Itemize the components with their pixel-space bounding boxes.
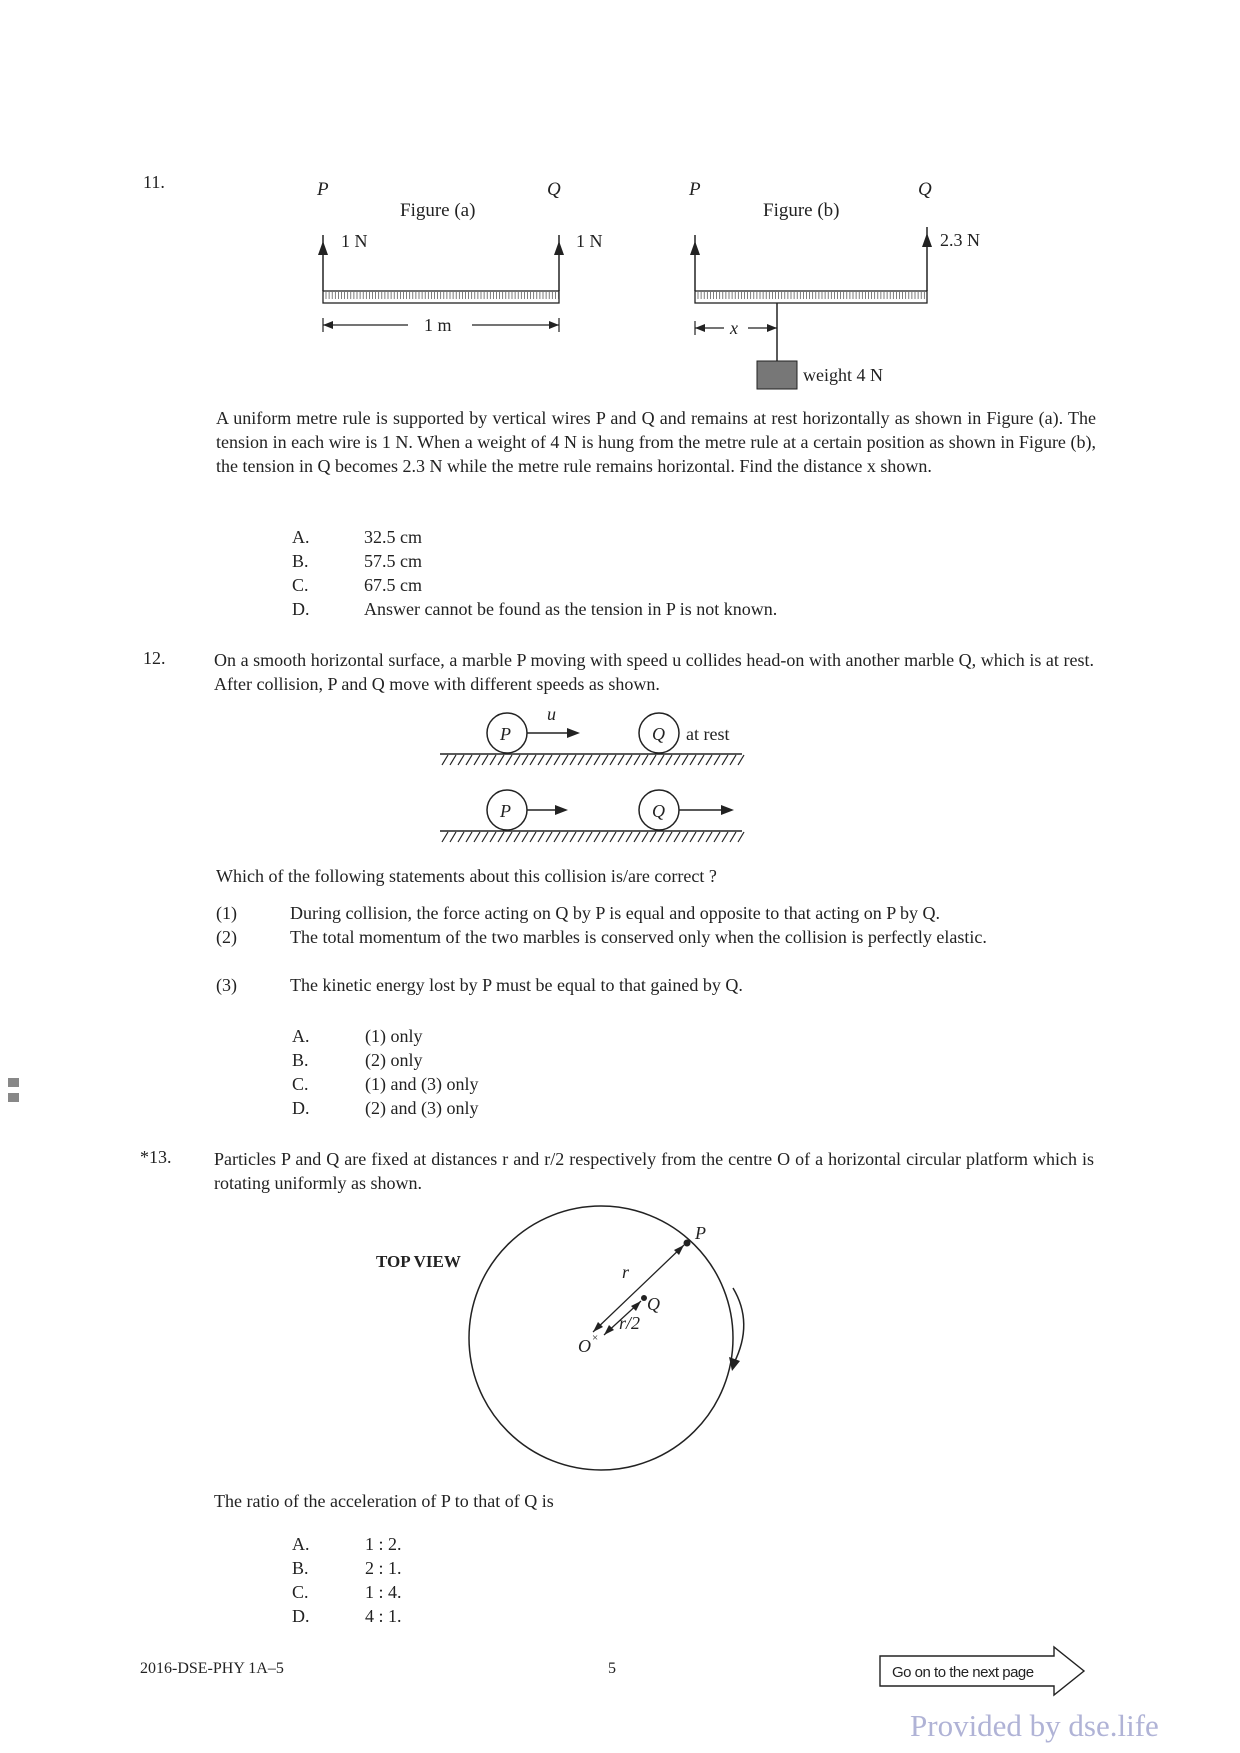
question-13-figure — [360, 1195, 780, 1480]
particle-p — [684, 1240, 691, 1247]
question-12-question: Which of the following statements about this collision is/are correct ? — [216, 866, 717, 886]
paper-code: 2016-DSE-PHY 1A–5 — [140, 1660, 284, 1677]
radius-r2-label: r/2 — [619, 1313, 641, 1333]
fig-b-arrow-q — [922, 233, 932, 247]
marble-q-before-label: Q — [652, 724, 665, 744]
margin-mark-bottom — [8, 1093, 19, 1102]
watermark[interactable]: Provided by dse.life — [910, 1708, 1159, 1743]
fig-b-tension-q: 2.3 N — [940, 230, 980, 250]
fig-b-rule-ticks — [698, 292, 924, 299]
fig-a-arrow-p — [318, 241, 328, 255]
fig-b-weight-block — [757, 361, 797, 389]
question-11-stem: A uniform metre rule is supported by vertical wires P and Q and remains at rest horizontally as shown in Figure (a). The tension in each wire is 1 N. When a weight of 4 N is hung from the metre rule at a certain position as shown in Figure (b), the tension in Q becomes 2.3 N while the metre rule remains horizontal. Find the distance x shown. — [216, 408, 1096, 476]
surface-hatch-bottom — [442, 832, 744, 842]
question-12-figure — [430, 700, 750, 850]
fig-b-dist-x: x — [730, 318, 738, 338]
question-13-number: *13. — [140, 1147, 172, 1167]
fig-b-caption: Figure (b) — [763, 200, 840, 221]
rotation-arrow — [733, 1288, 744, 1363]
question-11-figure — [300, 165, 1020, 395]
surface-hatch-top — [442, 755, 744, 765]
circular-platform — [469, 1206, 733, 1470]
speed-u-label: u — [547, 704, 556, 724]
fig-a-tension-p: 1 N — [341, 231, 368, 251]
fig-b-label-p: P — [689, 179, 701, 200]
fig-a-length: 1 m — [424, 315, 452, 335]
question-12-number: 12. — [143, 648, 166, 668]
particle-p-label: P — [695, 1223, 706, 1243]
at-rest-label: at rest — [686, 724, 730, 744]
particle-q-label: Q — [647, 1294, 660, 1314]
centre-o-mark: × — [592, 1332, 599, 1344]
fig-a-tension-q: 1 N — [576, 231, 603, 251]
question-13-stem: Particles P and Q are fixed at distances r and r/2 respectively from the centre O of a horizontal circular platform which is rotating uniformly as shown. — [214, 1149, 1094, 1193]
fig-a-arrow-q — [554, 241, 564, 255]
question-11-number: 11. — [143, 172, 165, 192]
page-number: 5 — [608, 1660, 616, 1677]
marble-p-before-label: P — [500, 724, 511, 744]
centre-o-label: O — [578, 1336, 591, 1356]
fig-a-caption: Figure (a) — [400, 200, 476, 221]
fig-a-label-q: Q — [547, 179, 561, 200]
fig-a-rule-ticks — [326, 292, 559, 299]
marble-p-after-label: P — [500, 801, 511, 821]
top-view-label: TOP VIEW — [376, 1252, 461, 1271]
fig-b-metre-rule — [695, 291, 927, 303]
radius-r-label: r — [622, 1262, 630, 1282]
margin-mark-top — [8, 1078, 19, 1087]
next-page-label: Go on to the next page — [892, 1664, 1034, 1681]
marble-q-after-label: Q — [652, 801, 665, 821]
fig-b-weight-label: weight 4 N — [803, 365, 883, 385]
question-13-question: The ratio of the acceleration of P to that of Q is — [214, 1491, 554, 1511]
fig-a-label-p: P — [317, 179, 329, 200]
question-12-stem: On a smooth horizontal surface, a marble P moving with speed u collides head-on with another marble Q, which is at rest. After collision, P and Q move with different speeds as shown. — [214, 650, 1094, 694]
fig-b-label-q: Q — [918, 179, 932, 200]
fig-b-arrow-p — [690, 241, 700, 255]
